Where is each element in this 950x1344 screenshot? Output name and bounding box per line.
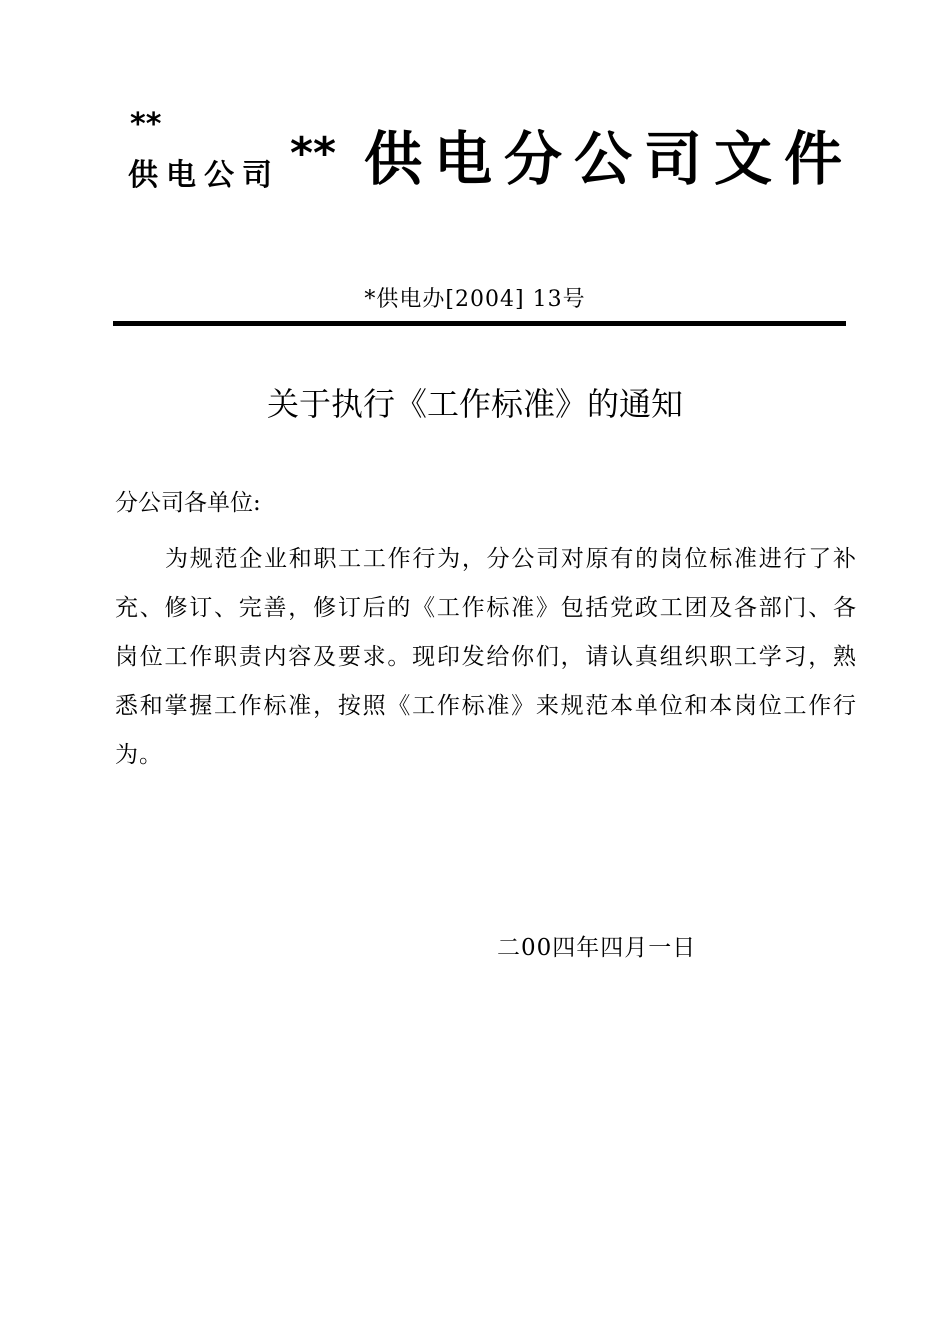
letterhead-title: 供电分公司文件 (364, 125, 855, 193)
document-number: *供电办[2004] 13号 (364, 287, 586, 312)
letterhead-small-stars: ** (130, 107, 162, 142)
letterhead (128, 107, 855, 210)
letterhead-company-name: 供电公司 (128, 158, 280, 193)
issue-date: 二00四年四月一日 (497, 935, 697, 961)
header-divider (113, 321, 846, 326)
notice-title: 关于执行《工作标准》的通知 (266, 385, 683, 423)
salutation: 分公司各单位: (115, 490, 261, 516)
body-paragraph: 为规范企业和职工工作行为，分公司对原有的岗位标准进行了补充、修订、完善，修订后的《工作标准》包括党政工团及各部门、各岗位工作职责内容及要求。现印发给你们，请认真组织职工学习，熟悉和掌握工作标准，按照《工作标准》来规范本单位和本岗位工作行为。 (115, 546, 857, 768)
letterhead-big-stars: ** (290, 128, 337, 179)
